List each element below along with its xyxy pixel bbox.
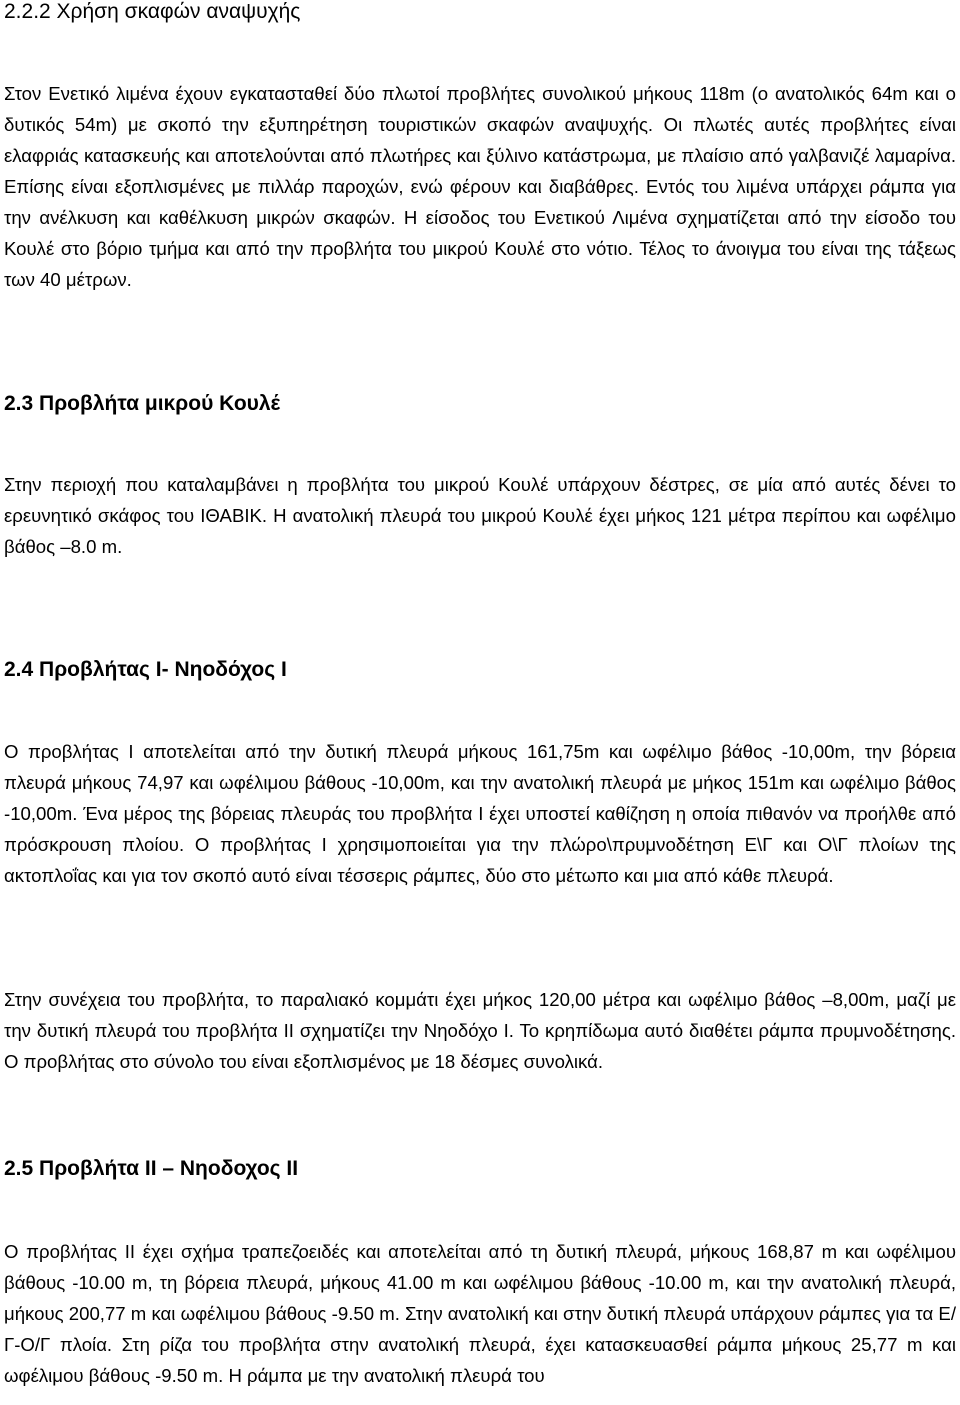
paragraph-2-2-2: Στον Ενετικό λιμένα έχουν εγκατασταθεί δύο πλωτοί προβλήτες συνολικού μήκους 118m (ο ανατολικός 64m και ο δυτικός 54m) με σκοπό την εξυπηρέτηση τουριστικών σκαφών αναψυχής. Οι πλωτές αυτές προβλήτες είναι ελαφριάς κατασκευής και αποτελούνται από πλωτήρες και ξύλινο κατάστρωμα, με πλαίσιο από γαλβανιζέ λαμαρίνα. Επίσης είναι εξοπλισμένες με πιλλάρ παροχών, ενώ φέρουν και διαβάθρες. Εντός του λιμένα υπάρχει ράμπα για την ανέλκυση και καθέλκυση μικρών σκαφών. Η είσοδος του Ενετικού Λιμένα σχηματίζεται από την είσοδο του Κουλέ στο βόριο τμήμα και από την προβλήτα του μικρού Κουλέ στο νότιο. Τέλος το άνοιγμα του είναι της τάξεως των 40 μέτρων. — [4, 83, 956, 290]
paragraph-2-4-a: Ο προβλήτας Ι αποτελείται από την δυτική πλευρά μήκους 161,75m και ωφέλιμο βάθος -10,00m, την βόρεια πλευρά μήκους 74,97 και ωφέλιμου βάθους -10,00m, και την ανατολική πλευρά με μήκος 151m και ωφέλιμο βάθος -10,00m. Ένα μέρος της βόρειας πλευράς του προβλήτα Ι έχει υποστεί καθίζηση η οποία πιθανόν να προήλθε από πρόσκρουση πλοίου. Ο προβλήτας Ι χρησιμοποιείται για την πλώρο\πρυμνοδέτηση Ε\Γ και Ο\Γ πλοίων της ακτοπλοΐας και για τον σκοπό αυτό είναι τέσσερις ράμπες, δύο στο μέτωπο και μια από κάθε πλευρά. — [4, 741, 956, 886]
section-heading-2-3: 2.3 Προβλήτα μικρού Κουλέ — [4, 392, 281, 415]
section-heading-2-5: 2.5 Προβλήτα ΙΙ – Νηοδοχος ΙΙ — [4, 1157, 299, 1180]
paragraph-2-3: Στην περιοχή που καταλαμβάνει η προβλήτα του μικρού Κουλέ υπάρχουν δέστρες, σε μία από αυτές δένει το ερευνητικό σκάφος του ΙΘΑΒΙΚ. Η ανατολική πλευρά του μικρού Κουλέ έχει μήκος 121 μέτρα περίπου και ωφέλιμο βάθος –8.0 m. — [4, 474, 956, 557]
paragraph-2-4-b: Στην συνέχεια του προβλήτα, το παραλιακό κομμάτι έχει μήκος 120,00 μέτρα και ωφέλιμο βάθος –8,00m, μαζί με την δυτική πλευρά του προβλήτα ΙΙ σχηματίζει την Νηοδόχο Ι. Το κρηπίδωμα αυτό διαθέτει ράμπα πρυμνοδέτησης. Ο προβλήτας στο σύνολο του είναι εξοπλισμένος με 18 δέσμες συνολικά. — [4, 989, 956, 1072]
section-heading-2-2-2: 2.2.2 Χρήση σκαφών αναψυχής — [4, 0, 301, 23]
paragraph-2-5: Ο προβλήτας ΙΙ έχει σχήμα τραπεζοειδές και αποτελείται από τη δυτική πλευρά, μήκους 168,87 m και ωφέλιμου βάθους -10.00 m, τη βόρεια πλευρά, μήκους 41.00 m και ωφέλιμου βάθους -10.00 m, και την ανατολική πλευρά, μήκους 200,77 m και ωφέλιμου βάθους -9.50 m. Στην ανατολική και στην δυτική πλευρά υπάρχουν ράμπες για τα Ε/Γ-Ο/Γ πλοία. Στη ρίζα του προβλήτα στην ανατολική πλευρά, έχει κατασκευασθεί ράμπα μήκους 25,77 m και ωφέλιμου βάθους -9.50 m. Η ράμπα με την ανατολική πλευρά του — [4, 1241, 956, 1386]
section-heading-2-4: 2.4 Προβλήτας Ι- Νηοδόχος Ι — [4, 658, 287, 681]
